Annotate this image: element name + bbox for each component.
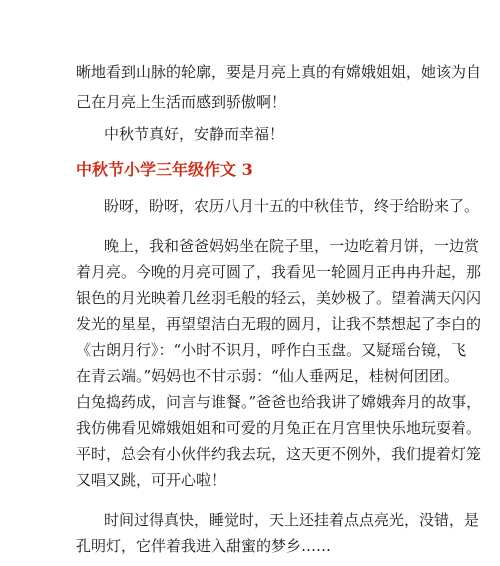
section-title: 中秋节小学三年级作文 3 (76, 160, 253, 179)
paragraph-line: 己在月亮上生活而感到骄傲啊！ (76, 93, 287, 111)
paragraph-line: 白兔捣药成，问言与谁餐。”爸爸也给我讲了嫦娥奔月的故事， (76, 393, 482, 411)
paragraph-line: 平时，总会有小伙伴约我去玩，这天更不例外，我们提着灯笼 (76, 445, 482, 463)
paragraph-line: 孔明灯，它伴着我进入甜蜜的梦乡…… (76, 537, 332, 555)
paragraph-line: 中秋节真好，安静而幸福！ (104, 125, 285, 143)
paragraph-line: 银色的月光映着几丝羽毛般的轻云，美妙极了。望着满天闪闪 (76, 289, 482, 307)
paragraph-line: 发光的星星，再望望洁白无瑕的圆月，让我不禁想起了李白的 (76, 315, 482, 333)
paragraph-line: 时间过得真快，睡觉时，天上还挂着点点亮光，没错，是 (104, 511, 480, 529)
paragraph-line: 又唱又跳，可开心啦！ (76, 471, 227, 489)
paragraph-line: 晚上，我和爸爸妈妈坐在院子里，一边吃着月饼，一边赏 (104, 237, 480, 255)
paragraph-line: 在青云端。”妈妈也不甘示弱：“仙人垂两足，桂树何团团。 (76, 367, 459, 385)
paragraph-line: 盼呀，盼呀，农历八月十五的中秋佳节，终于给盼来了。 (104, 197, 480, 215)
paragraph-line: 着月亮。今晚的月亮可圆了，我看见一轮圆月正冉冉升起，那 (76, 263, 482, 281)
paragraph-line: 晰地看到山脉的轮廓，要是月亮上真的有嫦娥姐姐，她该为自 (76, 63, 482, 81)
paragraph-line: 《古朗月行》：“小时不识月，呼作白玉盘。又疑瑶台镜，飞 (76, 341, 467, 359)
paragraph-line: 我仿佛看见嫦娥姐姐和可爱的月兔正在月宫里快乐地玩耍着。 (76, 419, 482, 437)
